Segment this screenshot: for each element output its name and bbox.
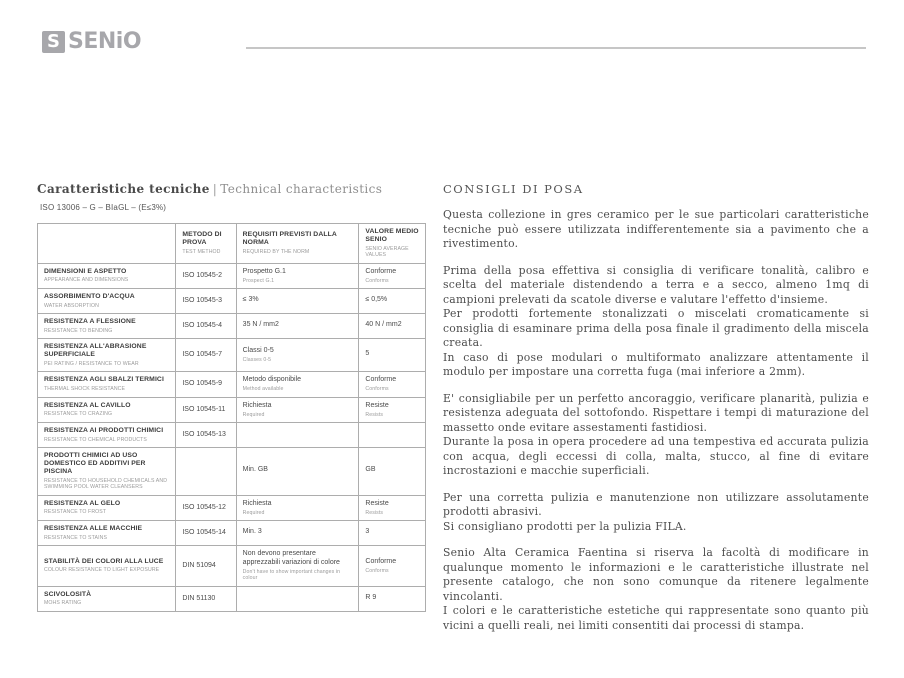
value-cell [359, 546, 426, 587]
test-method-cell [176, 314, 236, 339]
header-value [359, 224, 426, 264]
requirement-it: Metodo disponibile [242, 376, 302, 383]
value-cell [359, 586, 426, 611]
test-method-cell [176, 521, 236, 546]
advice-title: CONSIGLI DI POSA [443, 182, 584, 196]
requirement-it: 35 N / mm2 [242, 321, 279, 328]
test-method: ISO 10545-3 [182, 297, 223, 304]
advice-paragraph: Per una corretta pulizia e manutenzione non utilizzare assolutamente prodotti abrasivi. [443, 490, 869, 518]
requirement-en: Required [242, 509, 265, 516]
test-name-cell [38, 263, 176, 289]
value-cell [359, 448, 426, 496]
requirement-en: Classes 0-5 [242, 356, 272, 363]
requirement-it: Min. 3 [242, 528, 262, 535]
section-title-english: Technical characteristics [220, 182, 383, 196]
header-method-it: METODO DI PROVA [182, 231, 222, 247]
section-title-italian: Caratteristiche tecniche [37, 182, 210, 196]
table-row [38, 263, 426, 289]
test-name-en: COLOUR RESISTANCE TO LIGHT EXPOSURE [44, 567, 160, 574]
requirement-cell [236, 339, 359, 372]
value-cell [359, 263, 426, 289]
senio-logo-text: SENiO [68, 29, 142, 54]
test-name-cell [38, 314, 176, 339]
test-name-en: RESISTANCE TO CHEMICAL PRODUCTS [44, 436, 147, 443]
requirement-cell [236, 314, 359, 339]
test-name-en: MOHS RATING [44, 600, 82, 606]
value-it: 40 N / mm2 [365, 321, 402, 328]
test-name-cell [38, 397, 176, 423]
value-it: Resiste [365, 499, 389, 507]
header-method [176, 224, 236, 264]
advice-paragraph: Senio Alta Ceramica Faentina si riserva la facoltà di modificare in qualunque momento le informazioni e le caratteristiche illustrate nel presente catalogo, che non sono comunque da ritenere legalmente vincolanti. [443, 546, 869, 603]
test-name-cell [38, 546, 176, 587]
value-it: Resiste [365, 401, 389, 409]
requirement-it: Non devono presentare apprezzabili variazioni di colore [242, 550, 340, 566]
test-method: ISO 10545-13 [182, 431, 226, 438]
test-name-en: RESISTANCE TO CRAZING [44, 411, 113, 418]
test-name-cell [38, 448, 176, 496]
test-method-cell [176, 495, 236, 521]
value-cell [359, 495, 426, 521]
requirement-cell [236, 397, 359, 423]
value-it: Conforme [365, 557, 397, 565]
technical-characteristics-section [37, 182, 427, 612]
test-name-it: ASSORBIMENTO D'ACQUA [44, 293, 135, 300]
test-method: ISO 10545-14 [182, 529, 226, 536]
test-name-en: THERMAL SHOCK RESISTANCE [44, 385, 126, 392]
test-method: ISO 10545-7 [182, 351, 223, 358]
test-method: ISO 10545-2 [182, 271, 223, 279]
test-name-cell [38, 289, 176, 314]
value-cell [359, 423, 426, 448]
value-it: GB [365, 466, 376, 474]
value-cell [359, 372, 426, 398]
test-method-cell [176, 586, 236, 611]
test-method: DIN 51130 [182, 594, 216, 602]
requirement-en: Prospect G.1 [242, 277, 275, 284]
table-row [38, 397, 426, 423]
requirement-en: Method available [242, 386, 284, 392]
section-title [37, 182, 427, 196]
test-method: DIN 51094 [182, 561, 216, 569]
test-method-cell [176, 397, 236, 423]
value-it: 5 [365, 350, 370, 357]
table-row [38, 289, 426, 314]
iso-classification: ISO 13006 – G – BIaGL – (E≤3%) [40, 203, 167, 212]
value-it: 3 [365, 528, 370, 535]
requirement-cell [236, 372, 359, 398]
header-requirement-en: REQUIRED BY THE NORM [242, 248, 310, 255]
requirement-en: Don't have to show important changes in colour [242, 568, 341, 581]
test-name-it: PRODOTTI CHIMICI AD USO DOMESTICO ED ADDITIVI PER PISCINA [44, 452, 146, 475]
value-en: Resists [365, 509, 384, 516]
header-value-en: SENIO AVERAGE VALUES [365, 245, 409, 258]
advice-paragraph: In caso di pose modulari o multiformato analizzare attentamente il modulo per impostare una corretta fuga (mai inferiore a 2mm). [443, 350, 869, 378]
header-rule [246, 47, 866, 49]
value-en: Conforms [365, 277, 389, 284]
test-method-cell [176, 448, 236, 496]
value-it: Conforme [365, 267, 397, 275]
test-method-cell [176, 546, 236, 587]
test-name-en: RESISTANCE TO STAINS [44, 534, 108, 541]
table-header-row [38, 224, 426, 264]
test-name-en: RESISTANCE TO FROST [44, 509, 107, 516]
header-requirement-it: REQUISITI PREVISTI DALLA NORMA [242, 231, 337, 247]
requirement-it: Richiesta [242, 499, 272, 507]
test-name-cell [38, 339, 176, 372]
requirement-it: Prospetto G.1 [242, 267, 286, 275]
table-row [38, 448, 426, 496]
header-requirement [236, 224, 359, 264]
table-row [38, 339, 426, 372]
test-name-cell [38, 521, 176, 546]
table-row [38, 521, 426, 546]
advice-block [443, 264, 869, 380]
table-row [38, 546, 426, 587]
test-method-cell [176, 263, 236, 289]
requirement-it: Richiesta [242, 401, 272, 409]
requirement-cell [236, 586, 359, 611]
advice-paragraph: Per prodotti fortemente stonalizzati o miscelati cromaticamente si consiglia di esaminare prima della posa finale il gradimento della miscela creata. [443, 307, 869, 349]
value-en: Conforms [365, 567, 389, 574]
advice-paragraph: I colori e le caratteristiche estetiche qui rappresentate sono quanto più vicini a quelli reali, nei limiti consentiti dai processi di stampa. [443, 604, 869, 632]
value-cell [359, 521, 426, 546]
table-row [38, 423, 426, 448]
senio-logo-icon: S [42, 31, 65, 53]
advice-block [443, 392, 869, 479]
requirement-it: Min. GB [242, 466, 268, 474]
test-method-cell [176, 372, 236, 398]
test-name-it: RESISTENZA AL GELO [44, 499, 121, 507]
test-name-cell [38, 423, 176, 448]
value-cell [359, 314, 426, 339]
value-it: ≤ 0,5% [365, 296, 388, 303]
requirement-cell [236, 448, 359, 496]
test-name-cell [38, 586, 176, 611]
test-name-en: PEI RATING / RESISTANCE TO WEAR [44, 360, 139, 367]
senio-logo [42, 29, 141, 54]
test-method-cell [176, 289, 236, 314]
value-en: Conforms [365, 386, 389, 392]
advice-paragraph: Prima della posa effettiva si consiglia di verificare tonalità, calibro e scelta del materiale distendendo a terra e a secco, almeno 1mq di campioni prelevati da scatole diverse e valutare l'effetto d'insieme. [443, 263, 869, 306]
requirement-it: Classi 0-5 [242, 346, 274, 354]
requirement-cell [236, 495, 359, 521]
technical-characteristics-table [37, 223, 426, 612]
table-row [38, 495, 426, 521]
requirement-cell [236, 263, 359, 289]
value-en: Resists [365, 411, 384, 418]
test-name-it: RESISTENZA AGLI SBALZI TERMICI [44, 376, 164, 384]
test-method-cell [176, 339, 236, 372]
advice-block [443, 546, 869, 633]
table-row [38, 586, 426, 611]
test-name-it: RESISTENZA AL CAVILLO [44, 401, 131, 409]
test-method-cell [176, 423, 236, 448]
requirement-it: ≤ 3% [242, 296, 259, 303]
value-cell [359, 289, 426, 314]
header-method-en: TEST METHOD [182, 248, 221, 255]
requirement-cell [236, 423, 359, 448]
advice-block [443, 491, 869, 535]
test-name-it: RESISTENZA A FLESSIONE [44, 318, 136, 325]
test-method: ISO 10545-11 [182, 405, 226, 413]
section-title-separator: | [212, 182, 218, 196]
test-method: ISO 10545-12 [182, 503, 226, 511]
test-name-en: RESISTANCE TO HOUSEHOLD CHEMICALS AND SWIMMING POOL WATER CLEANSERS [44, 477, 168, 490]
laying-advice-section [443, 182, 869, 633]
test-name-en: WATER ABSORPTION [44, 302, 99, 309]
test-name-it: RESISTENZA ALL'ABRASIONE SUPERFICIALE [44, 343, 147, 358]
table-row [38, 314, 426, 339]
advice-paragraph: E' consigliabile per un perfetto ancoraggio, verificare planarità, pulizia e resistenza adeguata del sottofondo. Rispettare i tempi di maturazione del massetto onde evitare assestamenti fastidiosi. [443, 391, 869, 434]
advice-paragraph: Si consigliano prodotti per la pulizia FILA. [443, 519, 687, 533]
advice-block [443, 208, 869, 252]
test-name-cell [38, 372, 176, 398]
value-it: Conforme [365, 376, 397, 383]
test-name-it: SCIVOLOSITÀ [44, 590, 92, 598]
table-row [38, 372, 426, 398]
test-name-cell [38, 495, 176, 521]
test-method: ISO 10545-9 [182, 380, 223, 388]
header-value-it: VALORE MEDIO SENIO [365, 228, 419, 243]
value-cell [359, 339, 426, 372]
value-cell [359, 397, 426, 423]
value-it: R 9 [365, 593, 377, 601]
requirement-en: Required [242, 411, 265, 418]
test-method: ISO 10545-4 [182, 322, 223, 329]
test-name-it: DIMENSIONI E ASPETTO [44, 267, 127, 275]
requirement-cell [236, 289, 359, 314]
requirement-cell [236, 546, 359, 587]
advice-paragraph: Questa collezione in gres ceramico per le sue particolari caratteristiche tecniche può essere utilizzata indifferentemente sia a pavimento che a rivestimento. [443, 208, 869, 250]
test-name-it: RESISTENZA ALLE MACCHIE [44, 525, 143, 532]
test-name-it: STABILITÀ DEI COLORI ALLA LUCE [44, 557, 164, 565]
header-empty-cell [38, 224, 176, 264]
advice-paragraph: Durante la posa in opera procedere ad una tempestiva ed accurata pulizia con acqua, degli eccessi di colla, malta, stucco, al fine di evitare incrostazioni e macchie superficiali. [443, 435, 869, 477]
test-name-it: RESISTENZA AI PRODOTTI CHIMICI [44, 427, 164, 434]
requirement-cell [236, 521, 359, 546]
test-name-en: RESISTANCE TO BENDING [44, 327, 113, 334]
test-name-en: APPEARANCE AND DIMENSIONS [44, 277, 129, 284]
